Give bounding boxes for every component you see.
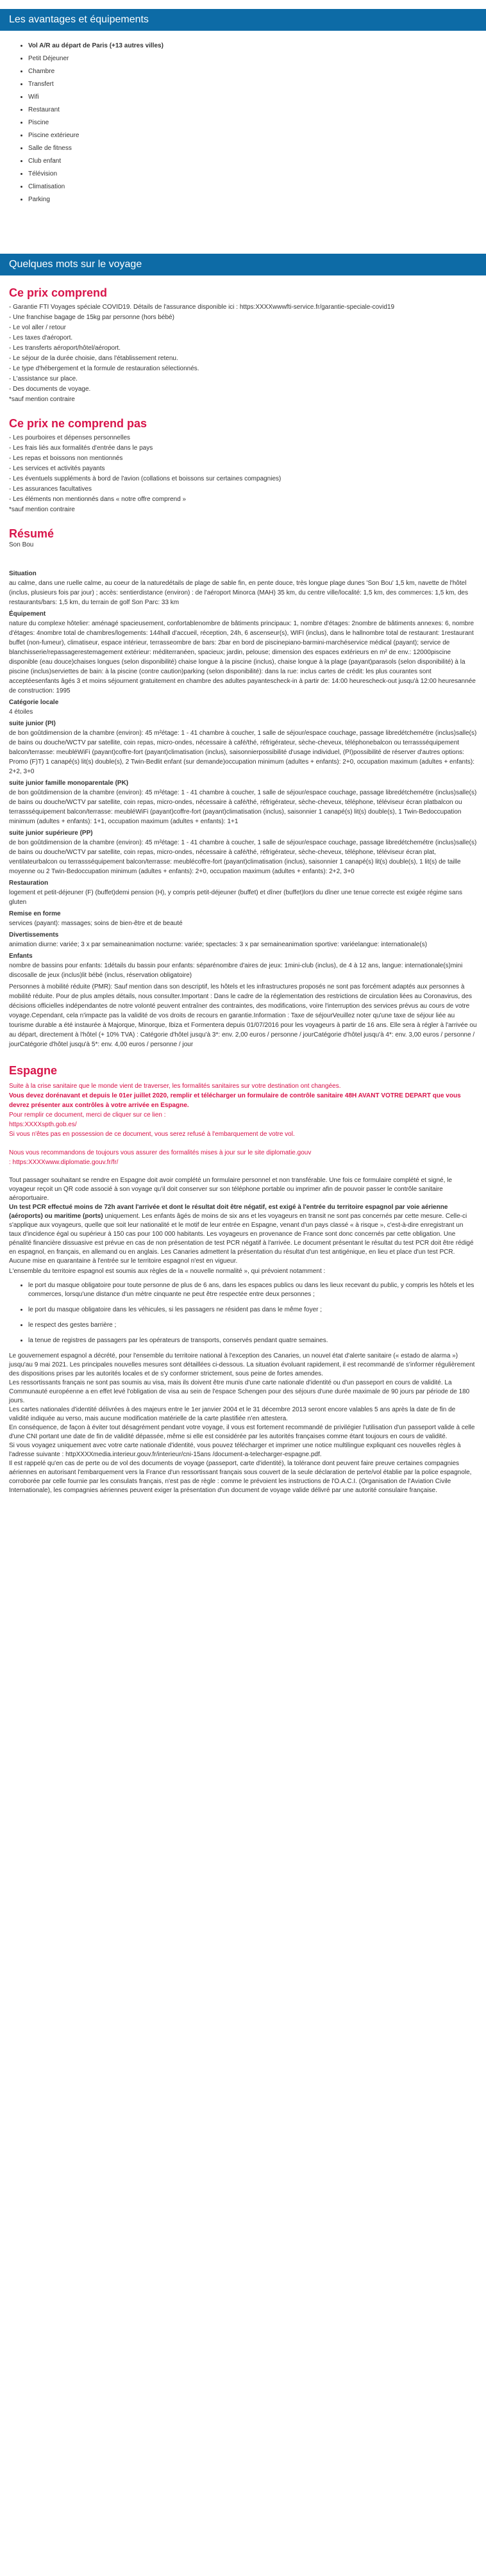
suite-junior-sup-text: de bon goûtdimension de la chambre (environ): 45 m²étage: 1 - 41 chambre à coucher, 1 salle de séjour/espace couchage, passage libredétchemétre (inclus)salle(s) de bains ou douche/WCTV par satellite, coin repas, micro-ondes, nécessaire à café/thé, réfrigérateur, sèche-cheveux, téléphone, téléviseur écran plat, ventilateurbalcon ou terrassséquipement balcon/terrasse: meublécoffre-fort (payant)climatisation (inclus), saisonnier 1 canapé(s) lit(s) double(s), 1 lit(s) de taille moyenne ou 2 Twin-Bedoccupation minimum (adultes + enfants): 2+0, occupation maximum (adultes + enfants): 2+2, 3+0: [9, 839, 477, 875]
categorie-value: 4 étoiles: [9, 709, 33, 716]
enfants-text: nombre de bassins pour enfants: 1détails du bassin pour enfants: séparénombre d'aires de jeux: 1mini-club (inclus), de 4 à 12 ans, langue: internationale(s)mini discosalle de jeux (inclus)lit bébé (inclus, réservation obligatoire): [9, 962, 463, 979]
espagne-pcr-para: [9, 1203, 477, 1257]
espagne-para: L'ensemble du territoire espagnol est soumis aux règles de la « nouvelle normalité », qui prévoient notamment :: [9, 1268, 326, 1275]
trip-details: [0, 288, 486, 1495]
suite-junior-mono-title: suite junior famille monoparentale (PK): [9, 780, 129, 787]
suite-junior-title: suite junior (PI): [9, 720, 56, 727]
espagne-form-link[interactable]: https:XXXXspth.gob.es/: [9, 1121, 77, 1128]
prix-comprend-pas-line: - Les services et activités payants: [9, 465, 105, 472]
prix-comprend-line: - Les transferts aéroport/hôtel/aéroport.: [9, 345, 121, 352]
espagne-alert-line: Vous devez dorénavant et depuis le 01er juillet 2020, remplir et télécharger un formulaire de contrôle sanitaire 48H AVANT VOTRE DEPART que vous devrez présenter aux contrôles à votre arrivée en Espagne.: [9, 1092, 461, 1109]
divertissements-text: animation diurne: variée; 3 x par semaineanimation nocturne: variée; spectacles: 3 x par semaineanimation sportive: variéelangue: internationale(s): [9, 941, 428, 948]
espagne-rule-item: • le port du masque obligatoire pour toute personne de plus de 6 ans, dans les espaces publics ou dans les lieux recevant du public, y compris les hôtels et les commerces, lorsqu'une distance d'un mètre cinquante ne peut être respectée entre deux personnes ;: [28, 1281, 477, 1299]
espagne-recommend-line: Nous vous recommandons de toujours vous assurer des formalités mises à jour sur le site diplomatie.gouv: [9, 1149, 312, 1156]
banner-avantages-title: Les avantages et équipements: [9, 14, 149, 25]
advantage-item: • Télévision: [28, 168, 486, 181]
prix-comprend-line: - Le séjour de la durée choisie, dans l'établissement retenu.: [9, 355, 178, 362]
prix-comprend-title: Ce prix comprend: [9, 286, 108, 299]
suite-junior-sup-title: suite junior supérieure (PP): [9, 830, 93, 837]
prix-comprend-line: - Garantie FTI Voyages spéciale COVID19. Détails de l'assurance disponible ici : https:XXXXwwwfti-service.fr/garantie-speciale-covid19: [9, 304, 395, 311]
prix-comprend-line: - Une franchise bagage de 15kg par personne (hors bébé): [9, 314, 174, 321]
advantage-item: • Petit Déjeuner: [28, 53, 486, 65]
espagne-rule-item: • le respect des gestes barrière ;: [28, 1321, 477, 1330]
prix-comprend-list: [9, 302, 477, 405]
espagne-rule-item: • la tenue de registres de passagers par les opérateurs de transports, conservés pendant quatre semaines.: [28, 1336, 477, 1345]
banner-voyage-title: Quelques mots sur le voyage: [9, 259, 142, 270]
advantages-list: [0, 31, 486, 215]
espagne-para: Il est rappelé qu'en cas de perte ou de vol des documents de voyage (passeport, carte d'identité), la tolérance dont peuvent faire preuve certaines compagnies aériennes en autorisant l'embarquement vers la France d'un ressortissant français sous couvert de la seule déclaration de perte/vol établie par la police espagnole, corroborée par celle fournie par les consulats français, n'est pas de règle : comme le prévoient les instructions de l'O.A.C.I. (Organisation de l'Aviation Civile Internationale), les compagnies aériennes peuvent exiger la présentation d'un document de voyage valide délivré par une autorité consulaire française.: [9, 1460, 472, 1494]
situation-title: Situation: [9, 570, 37, 577]
espagne-rules-list: [9, 1281, 477, 1345]
suite-junior-text: de bon goûtdimension de la chambre (environ): 45 m²étage: 1 - 41 chambre à coucher, 1 salle de séjour/espace couchage, passage libredétchemétre (inclus)salle(s) de bains ou douche/WCTV par satellite, coin repas, micro-ondes, nécessaire à café/thé, réfrigérateur, sèche-cheveux, téléphonebalcon ou terrassséquipement balcon/terrasse: meubléWiFi (payant)coffre-fort (payant)climatisation (inclus), saisonnierpossibilité d'usage individuel, (PI)possibilité de réserver d'autres options: Promo (F)T) 1 canapé(s) lit(s) double(s), 2 Twin-Bedlit enfant (sur demande)occupation minimum (adultes + enfants): 2+0, occupation maximum (adultes + enfants): 2+2, 3+0: [9, 730, 477, 775]
advantage-item: • Climatisation: [28, 181, 486, 193]
advantage-item: • Club enfant: [28, 155, 486, 168]
espagne-para: Les ressortissants français ne sont pas soumis au visa, mais ils doivent être munis d'une carte nationale d'identité ou d'un passeport en cours de validité. La Communauté européenne a en effet levé l'obligation de visa au sein de l'espace Schengen pour des séjours d'une durée maximale de 90 jours par période de 180 jours.: [9, 1379, 470, 1404]
suite-junior-mono-text: de bon goûtdimension de la chambre (environ): 45 m²étage: 1 - 41 chambre à coucher, 1 salle de séjour/espace couchage, passage libredétchemétre (inclus)salle(s) de bains ou douche/WCTV par satellite, coin repas, micro-ondes, nécessaire à café/thé, réfrigérateur, sèche-cheveux, téléphone, téléviseur écran platbalcon ou terrassséquipement balcon/terrasse: meubléWiFi (payant)coffre-fort (payant)climatisation (inclus), saisonnier 1 canapé(s) lit(s) double(s), 1 Twin-Bedoccupation minimum (adultes + enfants): 1+1, occupation maximum (adultes + enfants): 1+1: [9, 789, 477, 825]
espagne-recommend: [9, 1148, 477, 1167]
espagne-alert-line: Suite à la crise sanitaire que le monde vient de traverser, les formalités sanitaires sur votre destination ont changées.: [9, 1083, 341, 1090]
espagne-title: Espagne: [9, 1064, 58, 1077]
espagne-para: Le gouvernement espagnol a décrété, pour l'ensemble du territoire national à l'exception des Canaries, un nouvel état d'alerte sanitaire (« estado de alarma ») jusqu'au 9 mai 2021. Les principales nouvelles mesures sont détaillées ci-dessous. La situation évoluant rapidement, il est recommandé de s'informer régulièrement des dispositions prises par les autorités locales et de s'y conformer strictement, sous peine de fortes amendes.: [9, 1352, 475, 1377]
hotel-description: [9, 569, 477, 1049]
advantage-item: • Restaurant: [28, 104, 486, 117]
advantage-item: • Chambre: [28, 65, 486, 78]
prix-comprend-pas-line: - Les repas et boissons non mentionnés: [9, 455, 123, 462]
prix-comprend-line: - Des documents de voyage.: [9, 386, 91, 393]
equipement-text: nature du complexe hôtelier: aménagé spacieusement, confortablenombre de bâtiments principaux: 1, nombre d'étages: 2nombre de bâtiments annexes: 6, nombre d'étages: 4nombre total de chambres/logements: 144hall d'accueil, réception, 24h, 6 ascenseur(s), WIFI (inclus), dans le hallnombre total de restaurant: 1restaurant buffet (non-fumeur), climatiseur, espace intérieur, terrasseombre de bars: 2bar en bord de piscinepiano-barmini-marchéservice médical (payant); service de blanchisserie/repassagerestemagement extérieur: méditerranéen, spacieux; jardin, pelouse; dimension des espaces extérieurs en m² de env.: 12000piscine disponible (eau douce)chaises longues (selon disponibilité) chaise longue à la piscine (inclus), chaise longue à la plage (payant)parasols (selon disponibilité) à la piscine (inclus)serviettes de bain: à la piscine (contre caution)parking (selon disponibilité): dans la rue: inclus cartes de crédit: les plus courantes sont acceptéesenfants âgés 3 et moins séjournent gratuitement en chambre des adultes payantescheck-in à partir de: 14:00 heurescheck-out jusqu'à 12:00 heuresannée de construction: 1995: [9, 620, 476, 694]
espagne-para: Tout passager souhaitant se rendre en Espagne doit avoir complété un formulaire personnel et non transférable. Une fois ce formulaire complété et signé, le voyageur reçoit un QR code associé à son voyage qu'il doit conserver sur son téléphone portable ou imprimer afin de pouvoir passer le contrôle sanitaire aéroportuaire.: [9, 1177, 452, 1202]
prix-comprend-line: - Les taxes d'aéroport.: [9, 334, 73, 341]
prix-comprend-line: *sauf mention contraire: [9, 396, 75, 403]
restauration-text: logement et petit-déjeuner (F) (buffet)demi pension (H), y compris petit-déjeuner (buffet) et dîner (buffet)lors du dîner une tenue correcte est exigée régime sans gluten: [9, 889, 463, 906]
pmr-text: Personnes à mobilité réduite (PMR): Sauf mention dans son descriptif, les hôtels et les infrastructures proposés ne sont pas forcément adaptés aux personnes à mobilité réduite. Pour de plus amples détails, nous consulter.Important : Dans le cadre de la réglementation des restrictions de circulation liées au Coronavirus, des décisions officielles indépendantes de notre volonté peuvent entraîner des contraintes, des modifications, voire l'interruption des services prévus au cours de votre voyage.Cependant, cela n'impacte pas la validité de vos droits de recours en garantie.Information : Taxe de séjourVeuillez noter qu'une taxe de séjour liée au tourisme durable a été instaurée à Majorque, Minorque, Ibiza et Formentera depuis 01/07/2016 pour les voyageurs à partir de 16 ans. Elle sera à régler à l'arrivée ou au départ, directement à l'hôtel (+ 10% TVA) : Catégorie d'hôtel jusqu'à 3*: env. 2,00 euros / personne / jourCatégorie d'hôtel jusqu'à 4*: env. 3,00 euros / personne / jourCatégorie d'hôtel jusqu'à 5*: env. 4,00 euros / personne / jour: [9, 983, 477, 1048]
prix-comprend-line: - Le type d'hébergement et la formule de restauration sélectionnés.: [9, 365, 199, 372]
espagne-alert: [9, 1081, 477, 1139]
prix-comprend-pas-line: - Les pourboires et dépenses personnelles: [9, 434, 131, 441]
banner-voyage: [0, 254, 486, 275]
enfants-title: Enfants: [9, 953, 33, 960]
restauration-title: Restauration: [9, 880, 49, 887]
advantage-item: • Piscine extérieure: [28, 129, 486, 142]
prix-comprend-pas-line: - Les éléments non mentionnés dans « notre offre comprend »: [9, 496, 187, 503]
prix-comprend-pas-line: - Les frais liés aux formalités d'entrée dans le pays: [9, 445, 153, 452]
remise-text: services (payant): massages; soins de bien-être et de beauté: [9, 920, 183, 927]
espagne-para: Si vous voyagez uniquement avec votre carte nationale d'identité, vous pouvez télécharger et imprimer une notice multilingue expliquant ces nouvelles règles à l'adresse suivante : httpXXXXmedia.interieur.gouv.fr/interieur/cni-15ans /document-a-telecharger-espagne.pdf.: [9, 1442, 461, 1458]
resume-subtitle: Son Bou: [9, 541, 34, 548]
prix-comprend-line: - Le vol aller / retour: [9, 324, 66, 331]
situation-text: au calme, dans une ruelle calme, au coeur de la naturedétails de plage de sable fin, en pente douce, très longue plage dunes 'Son Bou' 1,5 km, navette de l'hôtel (inclus, plusieurs fois par jour) ; accès: sentierdistance (environ) : de l'aéroport Minorca (MAH) 35 km, du centre ville/localité: 1,5 km, des commerces: 1,5 km, des restaurants/bars: 1,5 km, du terrain de golf Son Parc: 33 km: [9, 580, 469, 606]
espagne-alert-line: Pour remplir ce document, merci de cliquer sur ce lien :: [9, 1112, 166, 1119]
espagne-pcr-bold: Un test PCR effectué moins de 72h avant l'arrivée et dont le résultat doit être négatif, est exigé à l'entrée du territoire espagnol par voie aérienne (aéroports) ou maritime (ports): [9, 1204, 448, 1220]
resume-title: Résumé: [9, 527, 54, 540]
espagne-pcr-text: uniquement. Les enfants âgés de moins de six ans et les voyageurs en transit ne sont pas concernés par cette mesure. Celle-ci s'applique aux voyageurs, quelle que soit leur nationalité et le motif de leur entrée en Espagne, venant d'un pays classé « à risque », c'est-à-dire enregistrant un taux d'incidence égal ou supérieur à 150 cas pour 100 000 habitants. Les voyageurs en provenance de France sont donc concernés par cette obligation. Une pénalité financière dissuasive est prévue en cas de non présentation de test PCR négatif à l'arrivée. Le document présentant le résultat du test PCR doit être rédigé en espagnol, en français, en allemand ou en anglais. Les Canaries admettent la présentation du résultat d'un test antigénique, en lieu et place d'un test PCR.: [9, 1213, 474, 1256]
prix-comprend-pas-list: [9, 433, 477, 515]
espagne-rule-item: • le port du masque obligatoire dans les véhicules, si les passagers ne résident pas dans le même foyer ;: [28, 1306, 477, 1315]
espagne-para: En conséquence, de façon à éviter tout désagrément pendant votre voyage, il vous est fortement recommandé de privilégier l'utilisation d'un passeport valide à celle d'une CNI portant une date de fin de validité dépassée, même si elle est considérée par les autorités françaises comme étant toujours en cours de validité.: [9, 1424, 475, 1440]
divertissements-title: Divertissements: [9, 931, 59, 939]
remise-title: Remise en forme: [9, 910, 61, 917]
categorie-title: Catégorie locale: [9, 699, 59, 706]
banner-avantages: [0, 9, 486, 31]
espagne-alert-line: Si vous n'êtes pas en possession de ce document, vous serez refusé à l'embarquement de votre vol.: [9, 1131, 295, 1138]
advantage-item: • Piscine: [28, 117, 486, 129]
prix-comprend-pas-line: - Les assurances facultatives: [9, 486, 92, 493]
equipement-title: Équipement: [9, 611, 46, 618]
advantage-item: • Transfert: [28, 78, 486, 91]
advantage-item: • Wifi: [28, 91, 486, 104]
advantage-item: • Parking: [28, 193, 486, 206]
prix-comprend-pas-title: Ce prix ne comprend pas: [9, 417, 147, 430]
espagne-para: Les cartes nationales d'identité délivrées à des majeurs entre le 1er janvier 2004 et le 31 décembre 2013 seront encore valables 5 ans après la date de fin de validité indiquée au verso, mais aucune modification matérielle de la carte plastifiée n'en attestera.: [9, 1406, 456, 1422]
advantage-item: • Salle de fitness: [28, 142, 486, 155]
prix-comprend-pas-line: - Les éventuels suppléments à bord de l'avion (collations et boissons sur certaines compagnies): [9, 475, 281, 482]
advantage-item: • Vol A/R au départ de Paris (+13 autres villes): [28, 40, 486, 53]
prix-comprend-pas-line: *sauf mention contraire: [9, 506, 75, 513]
prix-comprend-line: - L'assistance sur place.: [9, 375, 78, 382]
espagne-para: Aucune mise en quarantaine à l'entrée sur le territoire espagnol n'est en vigueur.: [9, 1258, 238, 1265]
diplomatie-link[interactable]: : https:XXXXwww.diplomatie.gouv.fr/fr/: [9, 1159, 119, 1166]
